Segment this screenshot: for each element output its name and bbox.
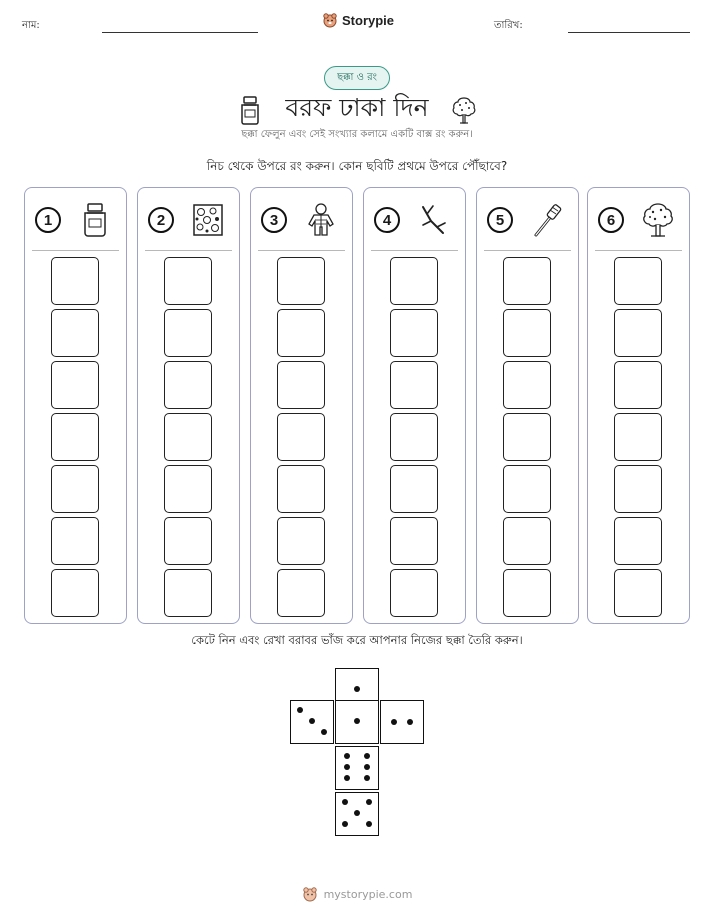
column-header: [261, 200, 346, 240]
date-field-line: [568, 32, 690, 33]
die-face: [335, 746, 379, 790]
color-box[interactable]: [277, 517, 325, 565]
question: নিচ থেকে উপরে রং করুন। কোন ছবিটি প্রথমে উপরে পৌঁছাবে?: [206, 159, 508, 173]
die-pip: [364, 753, 370, 759]
color-box[interactable]: [164, 257, 212, 305]
color-box[interactable]: [614, 257, 662, 305]
die-face: [380, 700, 424, 744]
category-badge: ছক্কা ও রং: [324, 66, 390, 90]
color-box[interactable]: [614, 413, 662, 461]
die-net: [290, 668, 424, 836]
column-divider: [258, 250, 345, 251]
color-box[interactable]: [503, 517, 551, 565]
color-box[interactable]: [503, 569, 551, 617]
subtitle: ছক্কা ফেলুন এবং সেই সংখ্যার কলামে একটি বাক্স রং করুন।: [241, 129, 473, 140]
color-box[interactable]: [614, 569, 662, 617]
footer: [0, 885, 714, 903]
color-box[interactable]: [51, 309, 99, 357]
color-box[interactable]: [503, 465, 551, 513]
color-box[interactable]: [614, 517, 662, 565]
die-pip: [366, 821, 372, 827]
color-box[interactable]: [277, 361, 325, 409]
color-box[interactable]: [614, 465, 662, 513]
color-box[interactable]: [503, 361, 551, 409]
tree-icon: [451, 95, 477, 125]
die-pip: [354, 686, 360, 692]
die-pip: [364, 775, 370, 781]
storypie-logo-icon: [302, 885, 318, 903]
column-number: 4: [374, 207, 400, 233]
color-box[interactable]: [51, 361, 99, 409]
color-box[interactable]: [164, 465, 212, 513]
color-box[interactable]: [277, 257, 325, 305]
date-label: তারিখ:: [494, 20, 523, 31]
column-divider: [484, 250, 571, 251]
color-box[interactable]: [51, 413, 99, 461]
column-number: 2: [148, 207, 174, 233]
column-number: 5: [487, 207, 513, 233]
snowflake-pattern-icon: [191, 201, 225, 239]
color-box[interactable]: [164, 413, 212, 461]
color-box[interactable]: [503, 309, 551, 357]
color-box[interactable]: [277, 309, 325, 357]
die-pip: [407, 719, 413, 725]
color-box[interactable]: [390, 465, 438, 513]
page-title: বরফ ঢাকা দিন: [285, 93, 429, 122]
color-box[interactable]: [51, 517, 99, 565]
snowsuit-icon: [304, 201, 338, 239]
ink-bottle-icon: [78, 201, 112, 239]
name-label: নাম:: [22, 20, 40, 31]
color-box[interactable]: [614, 309, 662, 357]
column-6: [587, 187, 690, 624]
die-pip: [342, 799, 348, 805]
storypie-logo-icon: [322, 12, 338, 28]
column-2: [137, 187, 240, 624]
bare-branch-icon: [417, 201, 451, 239]
column-number: 6: [598, 207, 624, 233]
color-box[interactable]: [390, 413, 438, 461]
tree-icon: [641, 201, 675, 239]
ink-bottle-icon: [237, 95, 263, 125]
snow-brush-icon: [530, 201, 564, 239]
color-box[interactable]: [164, 569, 212, 617]
color-box[interactable]: [277, 465, 325, 513]
color-box[interactable]: [390, 361, 438, 409]
column-header: [35, 200, 120, 240]
column-divider: [145, 250, 232, 251]
color-box[interactable]: [164, 517, 212, 565]
die-pip: [364, 764, 370, 770]
column-1: [24, 187, 127, 624]
column-divider: [32, 250, 119, 251]
die-pip: [366, 799, 372, 805]
name-field-line: [102, 32, 258, 33]
column-4: [363, 187, 466, 624]
color-box[interactable]: [277, 569, 325, 617]
column-header: [487, 200, 572, 240]
die-face: [335, 700, 379, 744]
color-box[interactable]: [51, 465, 99, 513]
column-3: [250, 187, 353, 624]
title-row: [0, 88, 714, 131]
columns-grid: [24, 187, 690, 624]
color-box[interactable]: [277, 413, 325, 461]
color-box[interactable]: [164, 361, 212, 409]
cutout-instruction: কেটে নিন এবং রেখা বরাবর ভাঁজ করে আপনার নিজের ছক্কা তৈরি করুন।: [191, 633, 523, 647]
column-header: [598, 200, 683, 240]
color-box[interactable]: [503, 257, 551, 305]
die-face: [335, 792, 379, 836]
die-pip: [354, 810, 360, 816]
color-box[interactable]: [51, 257, 99, 305]
die-pip: [344, 753, 350, 759]
column-header: [148, 200, 233, 240]
color-box[interactable]: [164, 309, 212, 357]
die-pip: [391, 719, 397, 725]
footer-url: mystorypie.com: [323, 887, 413, 901]
brand: [322, 12, 394, 28]
die-pip: [354, 718, 360, 724]
die-pip: [309, 718, 315, 724]
die-face: [290, 700, 334, 744]
die-pip: [321, 729, 327, 735]
color-box[interactable]: [390, 517, 438, 565]
color-box[interactable]: [51, 569, 99, 617]
die-pip: [344, 775, 350, 781]
column-number: 3: [261, 207, 287, 233]
die-pip: [342, 821, 348, 827]
die-pip: [297, 707, 303, 713]
brand-name: Storypie: [342, 12, 395, 28]
column-header: [374, 200, 459, 240]
column-divider: [371, 250, 458, 251]
die-pip: [344, 764, 350, 770]
color-box[interactable]: [503, 413, 551, 461]
color-box[interactable]: [390, 569, 438, 617]
column-5: [476, 187, 579, 624]
column-number: 1: [35, 207, 61, 233]
column-divider: [595, 250, 682, 251]
color-box[interactable]: [390, 257, 438, 305]
color-box[interactable]: [614, 361, 662, 409]
color-box[interactable]: [390, 309, 438, 357]
